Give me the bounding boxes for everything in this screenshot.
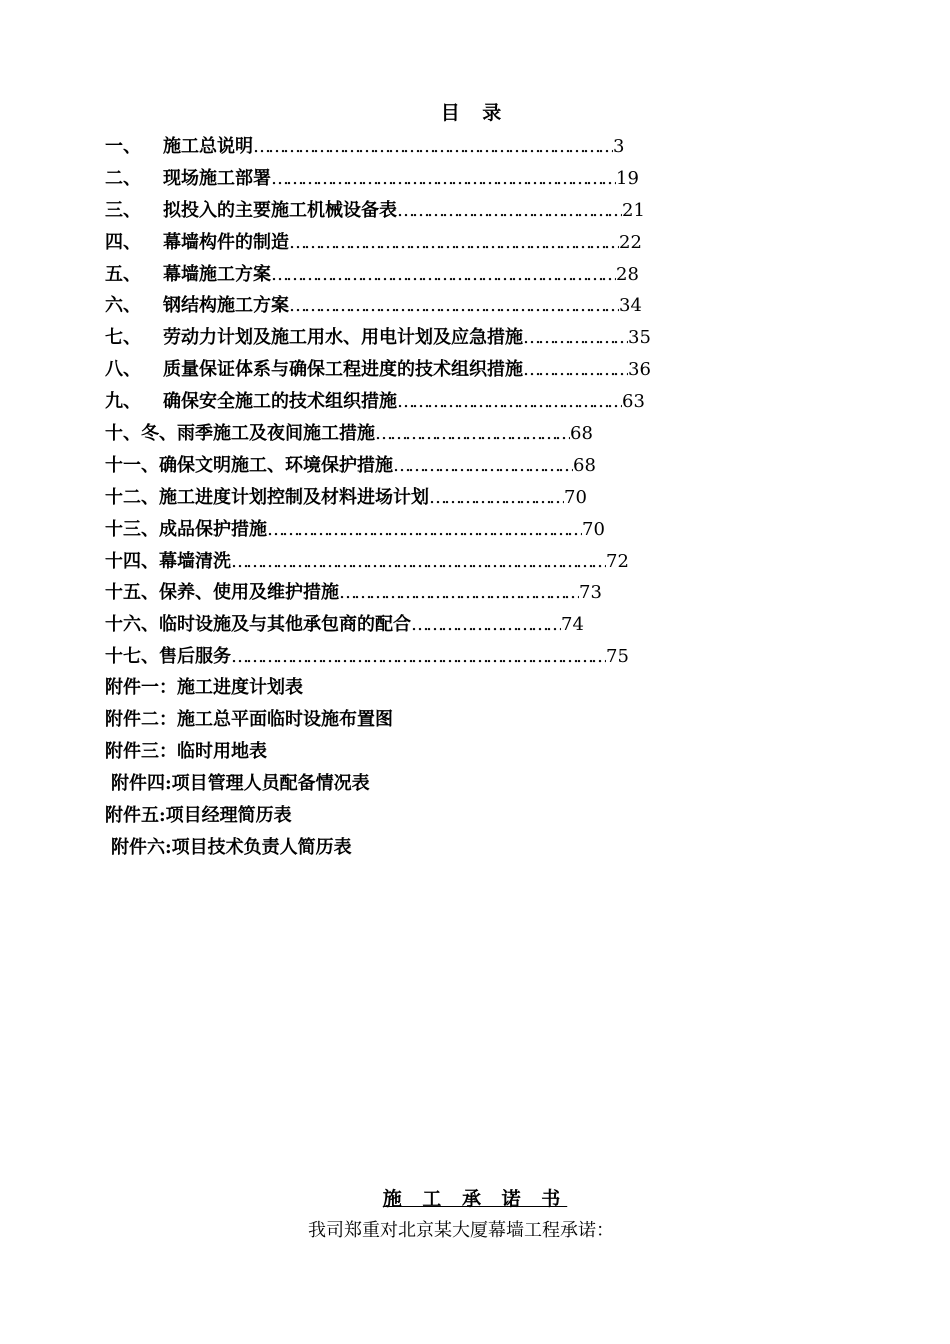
toc-entry-label: 十二、施工进度计划控制及材料进场计划 [105, 486, 429, 508]
toc-entry-label: 幕墙构件的制造 [163, 231, 289, 253]
toc-entry [105, 577, 685, 609]
promise-title-text: 施 工 承 诺 书 [382, 1188, 568, 1210]
toc-entry [105, 259, 685, 291]
toc-entry-label: 十六、临时设施及与其他承包商的配合 [105, 614, 411, 636]
toc-entry-label: 确保安全施工的技术组织措施 [163, 391, 397, 413]
toc-entry [105, 195, 685, 227]
toc-entry-page: 74 [561, 614, 584, 636]
toc-entry-page: 22 [619, 231, 642, 253]
toc-entry-number: 七、 [105, 327, 141, 349]
toc-entry-page: 72 [606, 550, 629, 572]
toc-leader-dots: ……………………………………… [397, 391, 622, 413]
toc-title: 目 录 [440, 102, 510, 124]
toc-entry-label: 十七、售后服务 [105, 646, 231, 668]
appendix-item: 附件五:项目经理简历表 [105, 804, 292, 826]
toc-entry-label: 拟投入的主要施工机械设备表 [163, 199, 397, 221]
toc-entry-label: 劳动力计划及施工用水、用电计划及应急措施 [163, 327, 523, 349]
toc-leader-dots: ………………………………………………………… [289, 231, 619, 253]
toc-leader-dots: ………………… [523, 359, 628, 381]
toc-entry-label: 质量保证体系与确保工程进度的技术组织措施 [163, 359, 523, 381]
toc-entry [105, 386, 685, 418]
toc-entry-number: 三、 [105, 199, 141, 221]
toc-leader-dots: ………………………………………… [339, 582, 579, 604]
toc-entry-page: 28 [616, 263, 639, 285]
toc-leader-dots: ……………………………………………………… [267, 518, 582, 540]
appendix-item: 附件二：施工总平面临时设施布置图 [105, 709, 393, 731]
toc-entry-page: 70 [582, 518, 605, 540]
toc-entry [105, 514, 685, 546]
toc-entry-page: 68 [570, 422, 593, 444]
appendix-item: 附件三：临时用地表 [105, 740, 267, 762]
toc-entry-number: 八、 [105, 359, 141, 381]
toc-entry-number: 四、 [105, 231, 141, 253]
toc-entry-number: 五、 [105, 263, 141, 285]
toc-entry-label: 十一、确保文明施工、环境保护措施 [105, 454, 393, 476]
toc-entry-label: 十五、保养、使用及维护措施 [105, 582, 339, 604]
toc-entry [105, 131, 685, 163]
toc-entry-label: 施工总说明 [163, 135, 253, 157]
promise-text: 我司郑重对北京某大厦幕墙工程承诺： [308, 1220, 614, 1241]
toc-leader-dots: ……………………………………… [397, 199, 622, 221]
appendix-item: 附件六:项目技术负责人简历表 [111, 836, 352, 858]
toc-entry-label: 钢结构施工方案 [163, 295, 289, 317]
toc-entry [105, 227, 685, 259]
table-of-contents [105, 131, 685, 864]
toc-entry-number: 二、 [105, 167, 141, 189]
toc-entry-label: 十、冬、雨季施工及夜间施工措施 [105, 422, 375, 444]
toc-entry-number: 六、 [105, 295, 141, 317]
appendix-item: 附件一：施工进度计划表 [105, 677, 303, 699]
toc-entry [105, 450, 685, 482]
toc-leader-dots: ………………………………………………………… [289, 295, 619, 317]
toc-leader-dots: ………………… [523, 327, 628, 349]
toc-leader-dots: ………………………………… [375, 422, 570, 444]
toc-entry-number: 九、 [105, 391, 141, 413]
toc-entry-page: 75 [606, 646, 629, 668]
toc-entry [105, 418, 685, 450]
toc-entry [105, 546, 685, 578]
toc-entry-page: 34 [619, 295, 642, 317]
toc-entry [105, 290, 685, 322]
toc-entry-number: 一、 [105, 135, 141, 157]
toc-entry-label: 现场施工部署 [163, 167, 271, 189]
toc-leader-dots: ………………………………………………………………… [231, 550, 606, 572]
toc-entry [105, 163, 685, 195]
toc-leader-dots: …………………………………………………………… [271, 263, 616, 285]
toc-leader-dots: ……………………………………………………………… [253, 135, 613, 157]
toc-leader-dots: ………………………………………………………………… [231, 646, 606, 668]
toc-entry [105, 354, 685, 386]
toc-entry-page: 63 [622, 391, 645, 413]
toc-entry-label: 幕墙施工方案 [163, 263, 271, 285]
toc-entry [105, 482, 685, 514]
toc-leader-dots: ……………………… [429, 486, 564, 508]
toc-entry-label: 十四、幕墙清洗 [105, 550, 231, 572]
toc-entry-page: 35 [628, 327, 651, 349]
toc-leader-dots: ……………………………… [393, 454, 573, 476]
toc-leader-dots: …………………………………………………………… [271, 167, 616, 189]
toc-entry-label: 十三、成品保护措施 [105, 518, 267, 540]
toc-entry-page: 68 [573, 454, 596, 476]
toc-entry-page: 3 [613, 135, 625, 157]
toc-entry [105, 609, 685, 641]
promise-title [0, 1186, 950, 1212]
toc-entry-page: 19 [616, 167, 639, 189]
toc-entry [105, 641, 685, 673]
toc-entry [105, 322, 685, 354]
toc-entry-page: 36 [628, 359, 651, 381]
toc-entry-page: 73 [579, 582, 602, 604]
appendix-item: 附件四:项目管理人员配备情况表 [111, 772, 370, 794]
toc-entry-page: 70 [564, 486, 587, 508]
toc-entry-page: 21 [622, 199, 645, 221]
toc-leader-dots: ………………………… [411, 614, 561, 636]
